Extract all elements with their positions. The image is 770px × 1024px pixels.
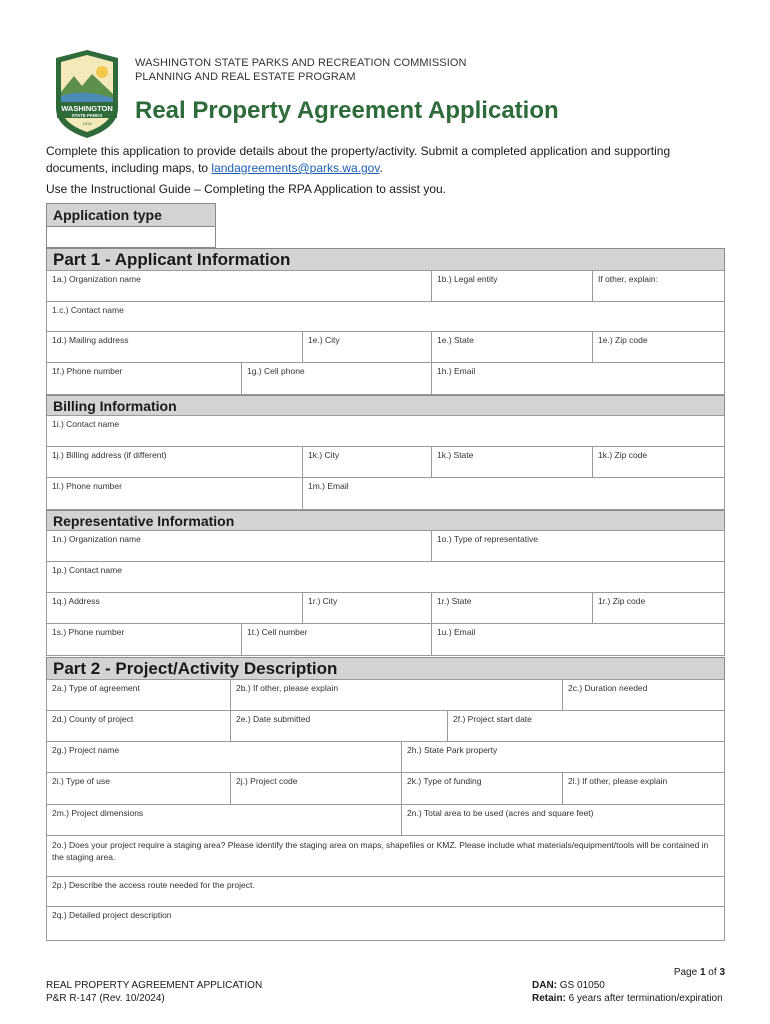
field-1l-phone-number[interactable]: 1l.) Phone number (46, 477, 303, 510)
field-1b-legal-entity[interactable]: 1b.) Legal entity (431, 270, 593, 302)
field-1h-email[interactable]: 1h.) Email (431, 362, 725, 395)
field-1e-city[interactable]: 1e.) City (302, 331, 432, 363)
billing-heading: Billing Information (46, 395, 725, 416)
part1-heading: Part 1 - Applicant Information (46, 248, 725, 271)
field-2f-project-start-date[interactable]: 2f.) Project start date (447, 710, 725, 742)
page-of: of (705, 967, 720, 978)
representative-heading: Representative Information (46, 510, 725, 531)
dan-value: GS 01050 (557, 980, 605, 991)
field-2q-project-description[interactable]: 2q.) Detailed project description (46, 906, 725, 941)
field-1o-type-of-representative[interactable]: 1o.) Type of representative (431, 530, 725, 562)
field-2k-type-of-funding[interactable]: 2k.) Type of funding (401, 772, 563, 805)
instructional-guide-note: Use the Instructional Guide – Completing the RPA Application to assist you. (46, 182, 446, 196)
dan-line (532, 979, 723, 992)
field-2c-duration-needed[interactable]: 2c.) Duration needed (562, 679, 725, 711)
application-type-heading: Application type (46, 203, 216, 227)
field-1s-phone-number[interactable]: 1s.) Phone number (46, 623, 242, 656)
field-1m-email[interactable]: 1m.) Email (302, 477, 725, 510)
field-2h-state-park-property[interactable]: 2h.) State Park property (401, 741, 725, 773)
field-1g-cell-phone[interactable]: 1g.) Cell phone (241, 362, 432, 395)
field-1r-city[interactable]: 1r.) City (302, 592, 432, 624)
field-1j-billing-address[interactable]: 1j.) Billing address (if different) (46, 446, 303, 478)
footer-retention-info (532, 979, 723, 1005)
intro-paragraph (46, 143, 726, 177)
field-1u-email[interactable]: 1u.) Email (431, 623, 725, 656)
field-1t-cell-number[interactable]: 1t.) Cell number (241, 623, 432, 656)
email-link[interactable]: landagreements@parks.wa.gov (211, 161, 380, 175)
field-1e-zip-code[interactable]: 1e.) Zip code (592, 331, 725, 363)
retain-line (532, 992, 723, 1005)
washington-state-parks-logo (52, 48, 122, 140)
application-type-field[interactable] (46, 226, 216, 248)
page-title: Real Property Agreement Application (135, 97, 559, 124)
field-1k-city[interactable]: 1k.) City (302, 446, 432, 478)
field-1c-contact-name[interactable]: 1.c.) Contact name (46, 301, 725, 332)
field-1i-contact-name[interactable]: 1i.) Contact name (46, 415, 725, 447)
intro-text: Complete this application to provide details about the property/activity. Submit a completed application and supporting documents, including maps, to (46, 144, 671, 175)
field-1k-state[interactable]: 1k.) State (431, 446, 593, 478)
part2-heading: Part 2 - Project/Activity Description (46, 657, 725, 680)
field-2n-total-area[interactable]: 2n.) Total area to be used (acres and square feet) (401, 804, 725, 836)
field-2j-project-code[interactable]: 2j.) Project code (230, 772, 402, 805)
logo-text-washington: WASHINGTON (61, 104, 113, 113)
agency-line-2: PLANNING AND REAL ESTATE PROGRAM (135, 71, 356, 83)
page-label: Page (673, 967, 700, 978)
agency-line-1: WASHINGTON STATE PARKS AND RECREATION COMMISSION (135, 57, 467, 69)
field-1b-other-explain[interactable]: If other, explain: (592, 270, 725, 302)
field-2m-project-dimensions[interactable]: 2m.) Project dimensions (46, 804, 402, 836)
logo-text-year: 1913 (82, 121, 92, 126)
page-total: 3 (719, 967, 725, 978)
field-2i-type-of-use[interactable]: 2i.) Type of use (46, 772, 231, 805)
field-1a-organization-name[interactable]: 1a.) Organization name (46, 270, 432, 302)
field-1p-contact-name[interactable]: 1p.) Contact name (46, 561, 725, 593)
field-1q-address[interactable]: 1q.) Address (46, 592, 303, 624)
field-2b-other-explain[interactable]: 2b.) If other, please explain (230, 679, 563, 711)
field-2p-access-route[interactable]: 2p.) Describe the access route needed for the project. (46, 876, 725, 907)
footer-form-name: REAL PROPERTY AGREEMENT APPLICATION (46, 980, 263, 991)
field-2e-date-submitted[interactable]: 2e.) Date submitted (230, 710, 448, 742)
field-1r-zip-code[interactable]: 1r.) Zip code (592, 592, 725, 624)
field-1r-state[interactable]: 1r.) State (431, 592, 593, 624)
field-1d-mailing-address[interactable]: 1d.) Mailing address (46, 331, 303, 363)
footer-form-number: P&R R-147 (Rev. 10/2024) (46, 993, 165, 1004)
field-1e-state[interactable]: 1e.) State (431, 331, 593, 363)
page-current: 1 (699, 967, 706, 978)
field-2o-staging-area[interactable]: 2o.) Does your project require a staging area? Please identify the staging area on maps, shapefiles or KMZ. Please include what materials/equipment/tools will be contained in the staging area. (46, 835, 725, 877)
intro-text-end: . (379, 161, 383, 175)
field-2l-other-explain[interactable]: 2l.) If other, please explain (562, 772, 725, 805)
field-1n-organization-name[interactable]: 1n.) Organization name (46, 530, 432, 562)
retain-label: Retain: (532, 993, 566, 1004)
field-2g-project-name[interactable]: 2g.) Project name (46, 741, 402, 773)
agency-name (135, 56, 467, 84)
field-2a-type-of-agreement[interactable]: 2a.) Type of agreement (46, 679, 231, 711)
footer-form-info (46, 979, 262, 1005)
page-number (674, 966, 725, 979)
retain-value: 6 years after termination/expiration (565, 993, 723, 1004)
logo-text-state-parks: STATE PARKS (71, 113, 103, 118)
field-1f-phone-number[interactable]: 1f.) Phone number (46, 362, 242, 395)
dan-label: DAN: (532, 980, 557, 991)
field-2d-county-of-project[interactable]: 2d.) County of project (46, 710, 231, 742)
field-1k-zip-code[interactable]: 1k.) Zip code (592, 446, 725, 478)
